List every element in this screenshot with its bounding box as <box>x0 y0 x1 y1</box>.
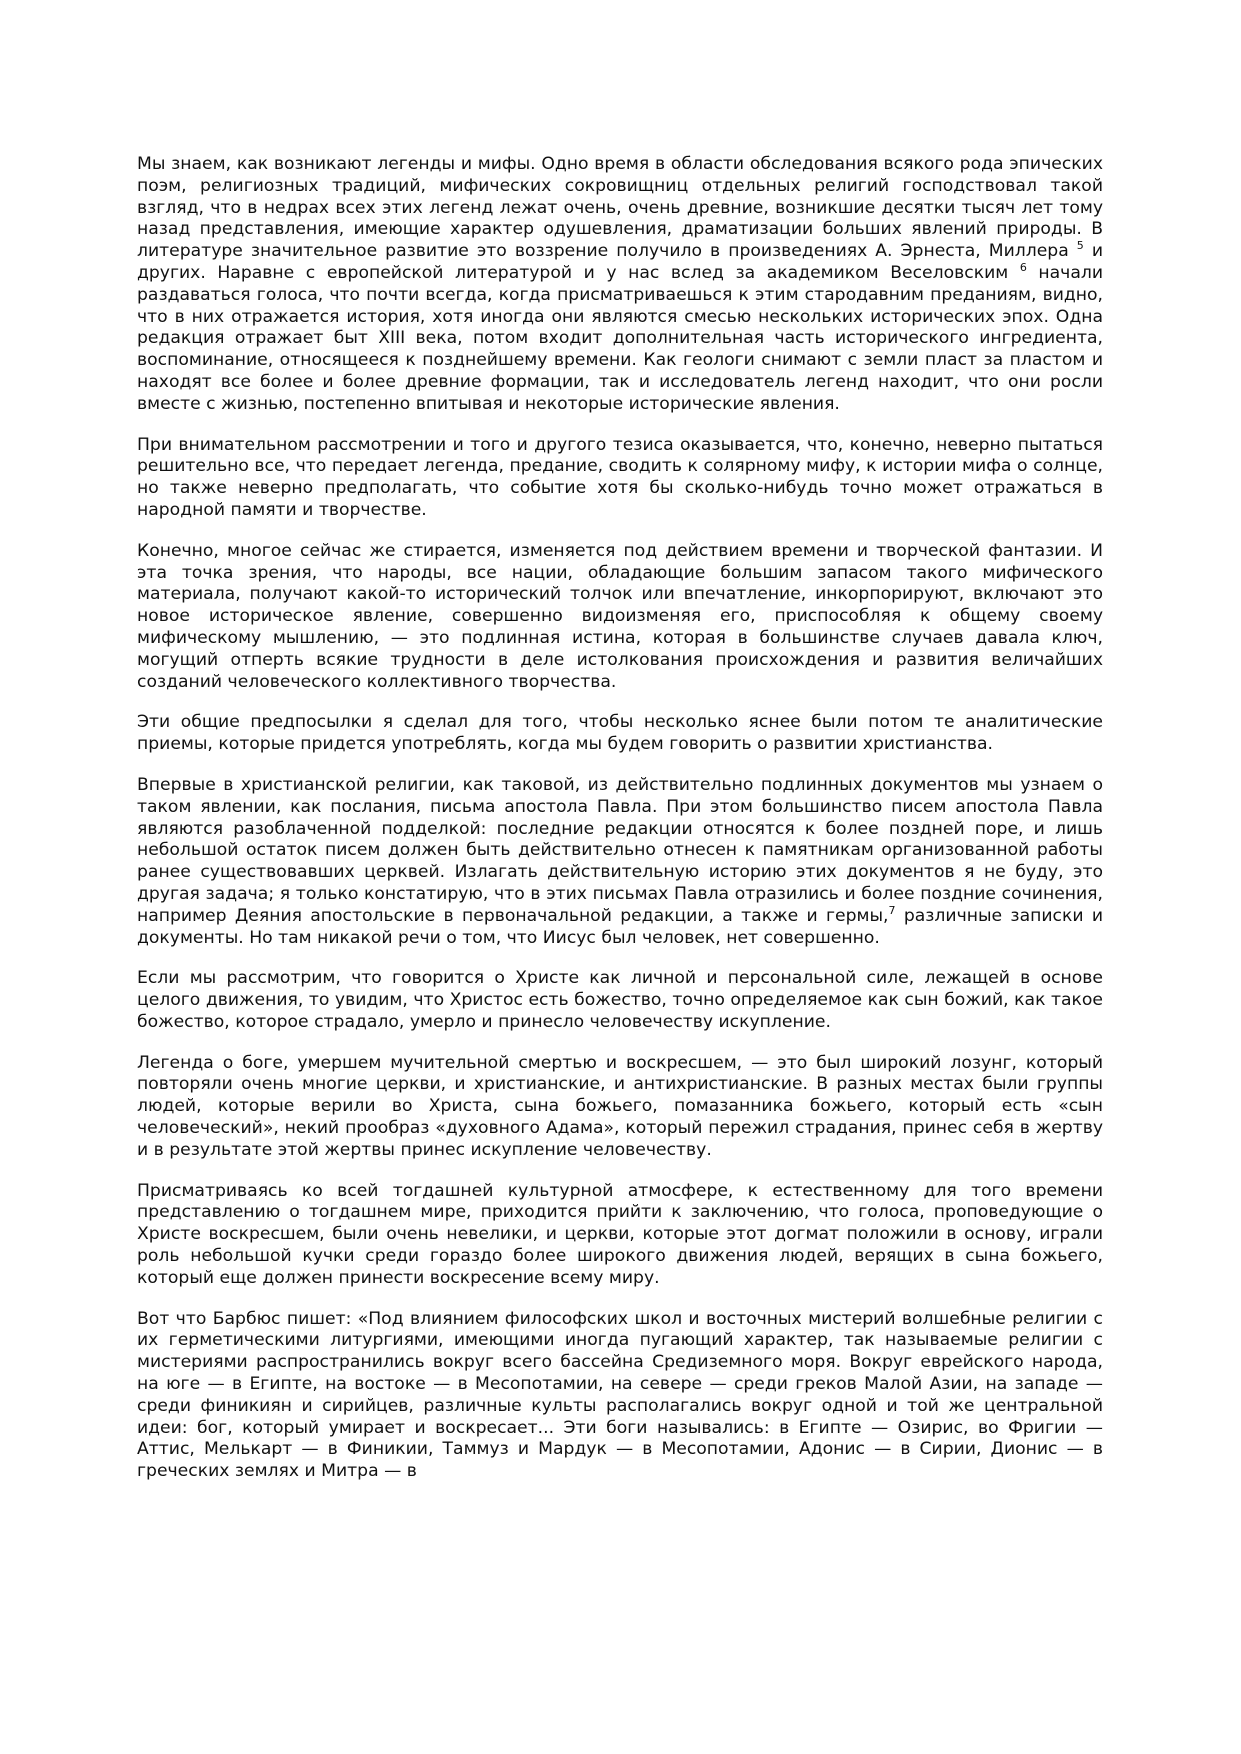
paragraph-text: Вот что Барбюс пишет: «Под влиянием философских школ и восточных мистерий волшебные религии с их герметическими литургиями, имеющими иногда пугающий характер, так называемые религии с мистериями распространились вокруг всего бассейна Средиземного моря. Вокруг еврейского народа, на юге — в Египте, на востоке — в Месопотамии, на севере — среди греков Малой Азии, на западе — среди финикиян и сирийцев, различные культы располагались вокруг одной и той же центральной идеи: бог, который умирает и воскресает... Эти боги назывались: в Египте — Озирис, во Фригии — Аттис, Мелькарт — в Финикии, Таммуз и Мардук — в Месопотамии, Адонис — в Сирии, Дионис — в греческих землях и Митра — в <box>137 1308 1103 1482</box>
footnote-marker: 7 <box>888 903 896 917</box>
paragraph-text: Впервые в христианской религии, как таковой, из действительно подлинных документов мы узнаем о таком явлении, как послания, письма апостола Павла. При этом большинство писем апостола Павла являются разоблаченной подделкой: последние редакции относятся к более поздней поре, и лишь небольшой остаток писем должен быть действительно отнесен к памятникам организованной работы ранее существовавших церквей. Излагать действительную историю этих документов я не буду, это другая задача; я только констатирую, что в этих письмах Павла отразились и более поздние сочинения, например Деяния апостольские в первоначальной редакции, а также и гермы, <box>137 774 1103 926</box>
paragraph <box>137 154 1103 416</box>
paragraph <box>137 712 1103 756</box>
paragraph-text: Если мы рассмотрим, что говорится о Христе как личной и персональной силе, лежащей в основе целого движения, то увидим, что Христос есть божество, точно определяемое как сын божий, как такое божество, которое страдало, умерло и принесло человечеству искупление. <box>137 968 1103 1032</box>
footnote-marker: 6 <box>1019 260 1027 274</box>
paragraph-text: и других. Наравне с европейской литературой и у нас вслед за академиком Веселовским <box>137 241 1104 283</box>
footnote-marker: 5 <box>1076 239 1084 253</box>
paragraph-text: начали раздаваться голоса, что почти всегда, когда присматриваешься к этим стародавним преданиям, видно, что в них отражается история, хотя иногда они являются смесью нескольких исторических эпох. Одна редакция отражает быт XIII века, потом входит дополнительная часть исторического ингредиента, воспоминание, относящееся к позднейшему времени. Как геологи снимают с земли пласт за пластом и находят все более и более древние формации, так и исследователь легенд находит, что они росли вместе с жизнью, постепенно впитывая и некоторые исторические явления. <box>137 262 1104 414</box>
paragraph <box>137 775 1103 949</box>
paragraph-text: Мы знаем, как возникают легенды и мифы. Одно время в области обследования всякого рода эпических поэм, религиозных традиций, мифических сокровищниц отдельных религий господствовал такой взгляд, что в недрах всех этих легенд лежат очень, очень древние, возникшие десятки тысяч лет тому назад представления, имеющие характер одушевления, драматизации больших явлений природы. В литературе значительное развитие это воззрение получило в произведениях А. Эрнеста, Миллера <box>137 154 1103 262</box>
paragraph <box>137 1309 1103 1483</box>
paragraph-text: различные записки и документы. Но там никакой речи о том, что Иисус был человек, нет совершенно. <box>137 905 1104 948</box>
paragraph-text: Конечно, многое сейчас же стирается, изменяется под действием времени и творческой фантазии. И эта точка зрения, что народы, все нации, обладающие большим запасом такого мифического материала, получают какой-то исторический толчок или впечатление, инкорпорируют, включают это новое историческое явление, совершенно видоизменяя его, приспособляя к общему своему мифическому мышлению, — это подлинная истина, которая в большинстве случаев давала ключ, могущий отперть всякие трудности в деле истолкования происхождения и развития величайших созданий человеческого коллективного творчества. <box>137 540 1103 692</box>
paragraph-text: Присматриваясь ко всей тогдашней культурной атмосфере, к естественному для того времени представлению о тогдашнем мире, приходится прийти к заключению, что голоса, проповедующие о Христе воскресшем, были очень невелики, и церкви, которые этот догмат положили в основу, играли роль небольшой кучки среди гораздо более широкого движения людей, верящих в сына божьего, который еще должен принести воскресение всему миру. <box>137 1180 1103 1288</box>
paragraph-text: При внимательном рассмотрении и того и другого тезиса оказывается, что, конечно, неверно пытаться решительно все, что передает легенда, предание, сводить к солярному мифу, к истории мифа о солнце, но также неверно предполагать, что событие хотя бы сколько-нибудь точно может отражаться в народной памяти и творчестве. <box>137 434 1103 520</box>
paragraph <box>137 1181 1103 1290</box>
paragraph-text: Эти общие предпосылки я сделал для того, чтобы несколько яснее были потом те аналитические приемы, которые придется употреблять, когда мы будем говорить о развитии христианства. <box>137 712 1103 755</box>
paragraph <box>137 541 1103 694</box>
paragraph <box>137 1053 1103 1162</box>
page-bottom-margin <box>0 1608 1241 1754</box>
body-text <box>137 154 1103 1502</box>
paragraph <box>137 968 1103 1033</box>
paragraph-text: Легенда о боге, умершем мучительной смертью и воскресшем, — это был широкий лозунг, который повторяли очень многие церкви, и христианские, и антихристианские. В разных местах были группы людей, которые верили во Христа, сына божьего, помазанника божьего, который есть «сын человеческий», некий прообраз «духовного Адама», который пережил страдания, принес себя в жертву и в результате этой жертвы принес искупление человечеству. <box>137 1052 1103 1160</box>
paragraph <box>137 435 1103 522</box>
